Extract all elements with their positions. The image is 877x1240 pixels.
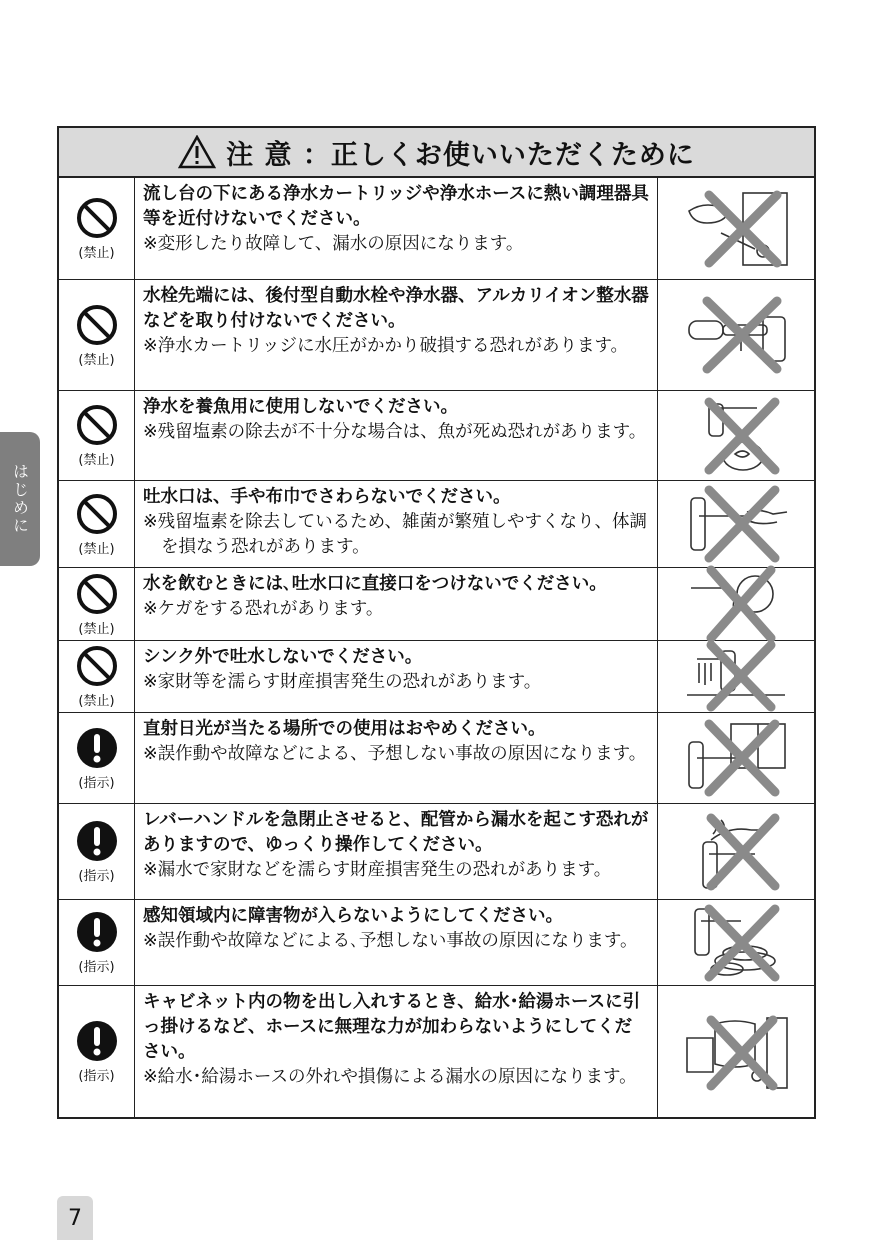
mandatory-icon [75,726,119,770]
caution-row [59,568,814,641]
row-title: レバーハンドルを急閉止させると、配管から漏水を起こす恐れがありますので、ゆっくり操作してください。 [143,810,649,855]
symbol-cell [59,568,135,640]
caution-row [59,481,814,568]
text-cell [135,568,657,640]
illustration-cell [657,568,814,640]
prohibition-icon [75,644,119,688]
caution-row [59,280,814,391]
caution-row [59,713,814,804]
row-title: 感知領域内に障害物が入らないようにしてください。 [143,906,563,926]
row-note: ※浄水カートリッジに水圧がかかり破損する恐れがあります。 [143,336,629,356]
illustration-cell [657,391,814,480]
symbol-cell [59,986,135,1117]
symbol-cell [59,481,135,567]
row-title: キャビネット内の物を出し入れするとき、給水･給湯ホースに引っ掛けるなど、ホースに無理な力が加わらないようにしてください。 [143,992,641,1062]
row-note: ※残留塩素を除去しているため、雑菌が繁殖しやすくなり、体調を損なう恐れがあります。 [143,512,647,557]
symbol-cell [59,280,135,390]
symbol-label: (指示) [78,869,115,884]
illustration-cell [657,280,814,390]
caution-row [59,641,814,713]
symbol-label: (禁止) [78,352,115,368]
mandatory-icon [75,910,119,954]
symbol-label: (指示) [78,775,115,791]
row-note: ※残留塩素の除去が不十分な場合は、魚が死ぬ恐れがあります。 [143,422,647,442]
row-note: ※ケガをする恐れがあります。 [143,599,384,619]
hand-on-spout-crossed-illustration [681,484,791,564]
symbol-label: (禁止) [78,246,115,261]
prohibition-icon [75,572,119,616]
caution-row [59,986,814,1117]
symbol-cell [59,391,135,480]
text-cell [135,804,657,899]
dishes-in-sensor-crossed-illustration [681,903,791,983]
caution-row [59,391,814,481]
fishbowl-crossed-illustration [681,396,791,476]
prohibition-icon [75,303,119,347]
row-title: シンク外で吐水しないでください。 [143,647,423,667]
prohibition-icon [75,196,119,240]
symbol-label: (禁止) [78,694,115,709]
caution-row [59,804,814,900]
drinking-from-spout-crossed-illustration [681,564,791,644]
text-cell [135,391,657,480]
row-title: 水栓先端には、後付型自動水栓や浄水器、アルカリイオン整水器などを取り付けないでください。 [143,286,649,331]
text-cell [135,641,657,712]
lever-quick-close-crossed-illustration [681,812,791,892]
symbol-cell [59,713,135,803]
row-note: ※漏水で家財などを濡らす財産損害発生の恐れがあります。 [143,860,612,880]
symbol-cell [59,804,135,899]
symbol-cell [59,178,135,279]
row-note: ※変形したり故障して、漏水の原因になります。 [143,234,524,254]
illustration-cell [657,804,814,899]
text-cell [135,900,657,985]
kettle-under-sink-crossed-illustration [681,189,791,269]
row-title: 水を飲むときには､吐水口に直接口をつけないでください｡ [143,574,598,594]
row-note: ※誤作動や故障などによる､予想しない事故の原因になります。 [143,931,638,951]
text-cell [135,986,657,1117]
prohibition-icon [75,403,119,447]
row-title: 流し台の下にある浄水カートリッジや浄水ホースに熱い調理器具等を近付けないでください。 [143,184,649,229]
symbol-label: (禁止) [78,453,115,468]
text-cell [135,178,657,279]
symbol-label: (禁止) [78,621,115,637]
symbol-label: (指示) [78,960,115,975]
row-title: 吐水口は、手や布巾でさわらないでください。 [143,487,511,507]
caution-table [57,126,816,1119]
illustration-cell [657,481,814,567]
mandatory-icon [75,1019,119,1063]
caution-header [59,128,814,178]
mandatory-icon [75,819,119,863]
faucet-attachment-crossed-illustration [681,295,791,375]
illustration-cell [657,641,814,712]
symbol-label: (指示) [78,1069,115,1084]
warning-triangle-icon [178,135,216,169]
row-title: 浄水を養魚用に使用しないでください。 [143,397,458,417]
side-tab-hajimeni: はじめに [0,432,40,566]
caution-title: 注 意 ：正しくお使いいただくために [226,139,695,171]
row-note: ※給水･給湯ホースの外れや損傷による漏水の原因になります。 [143,1067,637,1087]
text-cell [135,280,657,390]
illustration-cell [657,900,814,985]
page-number: 7 [57,1196,93,1240]
text-cell [135,713,657,803]
sunlight-window-crossed-illustration [681,718,791,798]
illustration-cell [657,713,814,803]
row-title: 直射日光が当たる場所での使用はおやめください。 [143,719,546,739]
symbol-cell [59,641,135,712]
prohibition-icon [75,492,119,536]
illustration-cell [657,178,814,279]
row-note: ※誤作動や故障などによる、予想しない事故の原因になります。 [143,744,647,764]
bucket-hose-crossed-illustration [681,1012,791,1092]
text-cell [135,481,657,567]
caution-row [59,900,814,986]
symbol-label: (禁止) [78,541,115,557]
caution-row [59,178,814,280]
row-note: ※家財等を濡らす財産損害発生の恐れがあります。 [143,672,542,692]
symbol-cell [59,900,135,985]
illustration-cell [657,986,814,1117]
water-outside-sink-crossed-illustration [681,637,791,717]
